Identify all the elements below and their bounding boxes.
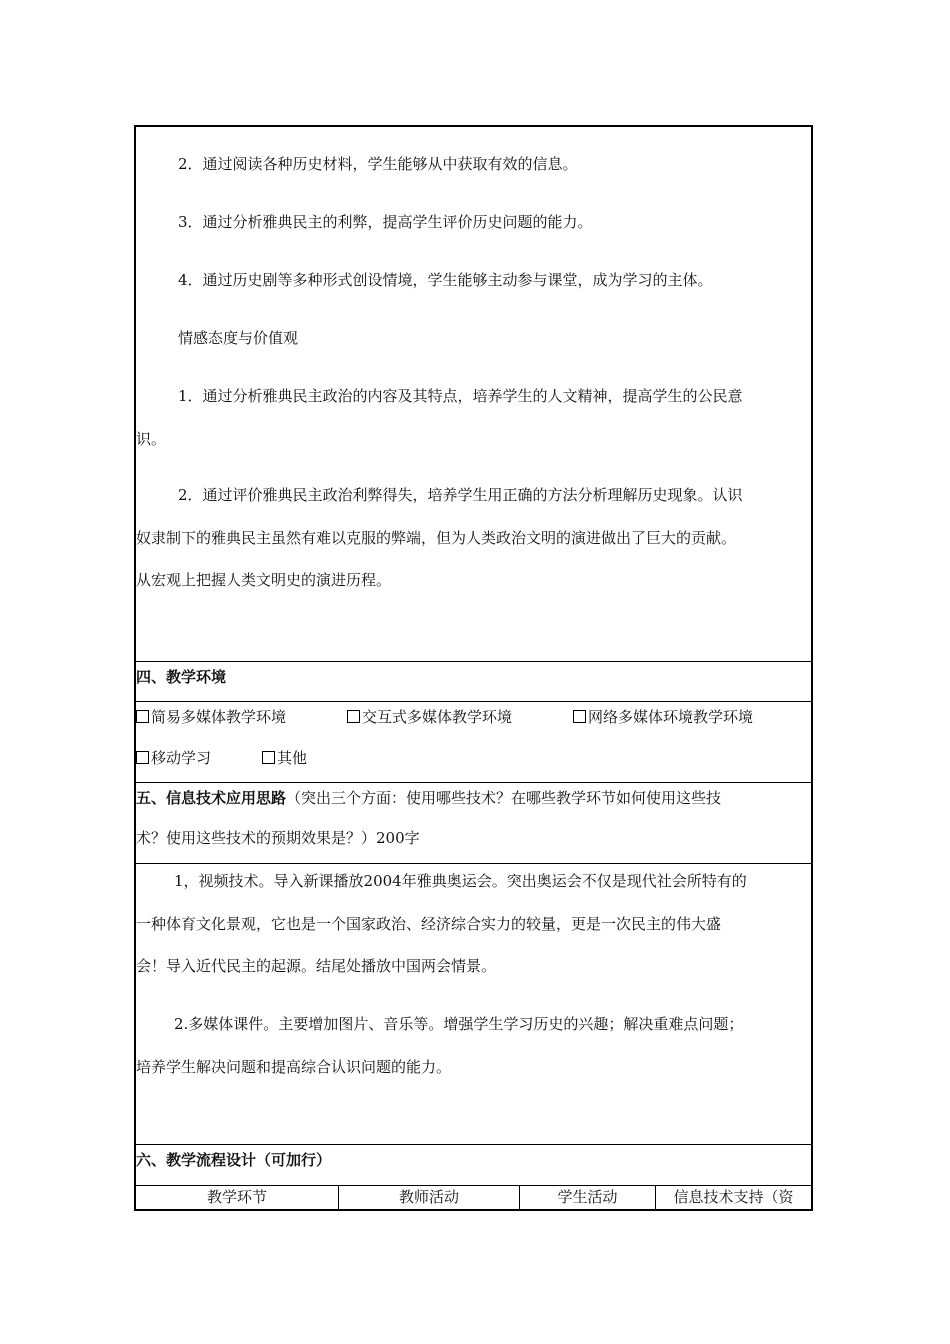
option-network-multimedia[interactable]: 网络多媒体环境教学环境	[573, 707, 753, 727]
it-ideas-heading: 五、信息技术应用思路	[136, 789, 287, 807]
flow-columns-row	[136, 1185, 811, 1209]
column-header-it-support: 信息技术支持（资	[655, 1186, 811, 1209]
it-ideas-body-row	[136, 863, 811, 1144]
option-mobile-learning[interactable]: 移动学习	[136, 748, 211, 768]
emotion-item-1-line2: 识。	[136, 430, 167, 448]
emotion-title: 情感态度与价值观	[178, 329, 299, 347]
option-other[interactable]: 其他	[262, 748, 307, 768]
emotion-item-2-line1: 2．通过评价雅典民主政治利弊得失，培养学生用正确的方法分析理解历史现象。认识	[178, 486, 743, 504]
objectives-section	[136, 127, 811, 661]
environment-heading: 四、教学环境	[136, 668, 227, 686]
flow-heading: 六、教学流程设计（可加行）	[136, 1151, 332, 1169]
it-idea-2-line1: 2.多媒体课件。主要增加图片、音乐等。增强学生学习历史的兴趣；解决重难点问题；	[174, 1015, 744, 1033]
it-idea-1-line1: 1，视频技术。导入新课播放2004年雅典奥运会。突出奥运会不仅是现代社会所特有的	[174, 872, 747, 890]
option-simple-multimedia[interactable]: 简易多媒体教学环境	[136, 707, 286, 727]
emotion-item-1-line1: 1．通过分析雅典民主政治的内容及其特点，培养学生的人文精神，提高学生的公民意	[178, 387, 743, 405]
objective-item-2: 2．通过阅读各种历史材料，学生能够从中获取有效的信息。	[178, 155, 578, 173]
column-header-teacher-activity: 教师活动	[338, 1186, 519, 1209]
checkbox-icon[interactable]	[262, 751, 275, 764]
environment-heading-row	[136, 661, 811, 701]
lesson-plan-table	[134, 125, 813, 1211]
column-header-stage: 教学环节	[206, 1188, 267, 1206]
checkbox-icon[interactable]	[573, 710, 586, 723]
emotion-item-2-line3: 从宏观上把握人类文明史的演进历程。	[136, 571, 392, 589]
checkbox-icon[interactable]	[347, 710, 360, 723]
it-idea-1-line2: 一种体育文化景观，它也是一个国家政治、经济综合实力的较量，更是一次民主的伟大盛	[136, 915, 722, 933]
environment-options-row	[136, 701, 811, 782]
it-ideas-heading-line1	[136, 788, 725, 808]
flow-heading-row	[136, 1144, 811, 1185]
option-interactive-multimedia[interactable]: 交互式多媒体教学环境	[347, 707, 512, 727]
flow-columns	[136, 1186, 811, 1209]
it-idea-2-line2: 培养学生解决问题和提高综合认识问题的能力。	[136, 1058, 452, 1076]
it-ideas-note-line2: 术？使用这些技术的预期效果是？）200字	[136, 829, 420, 847]
column-header-student-activity: 学生活动	[519, 1186, 655, 1209]
checkbox-icon[interactable]	[136, 751, 149, 764]
it-ideas-heading-row	[136, 782, 811, 863]
objective-item-4: 4．通过历史剧等多种形式创设情境，学生能够主动参与课堂，成为学习的主体。	[178, 271, 713, 289]
it-idea-1-line3: 会！导入近代民主的起源。结尾处播放中国两会情景。	[136, 957, 497, 975]
it-ideas-note-line1: （突出三个方面：使用哪些技术？在哪些教学环节如何使用这些技	[286, 789, 722, 807]
checkbox-icon[interactable]	[136, 710, 149, 723]
emotion-item-2-line2: 奴隶制下的雅典民主虽然有难以克服的弊端，但为人类政治文明的演进做出了巨大的贡献。	[136, 529, 737, 547]
objective-item-3: 3．通过分析雅典民主的利弊，提高学生评价历史问题的能力。	[178, 213, 593, 231]
